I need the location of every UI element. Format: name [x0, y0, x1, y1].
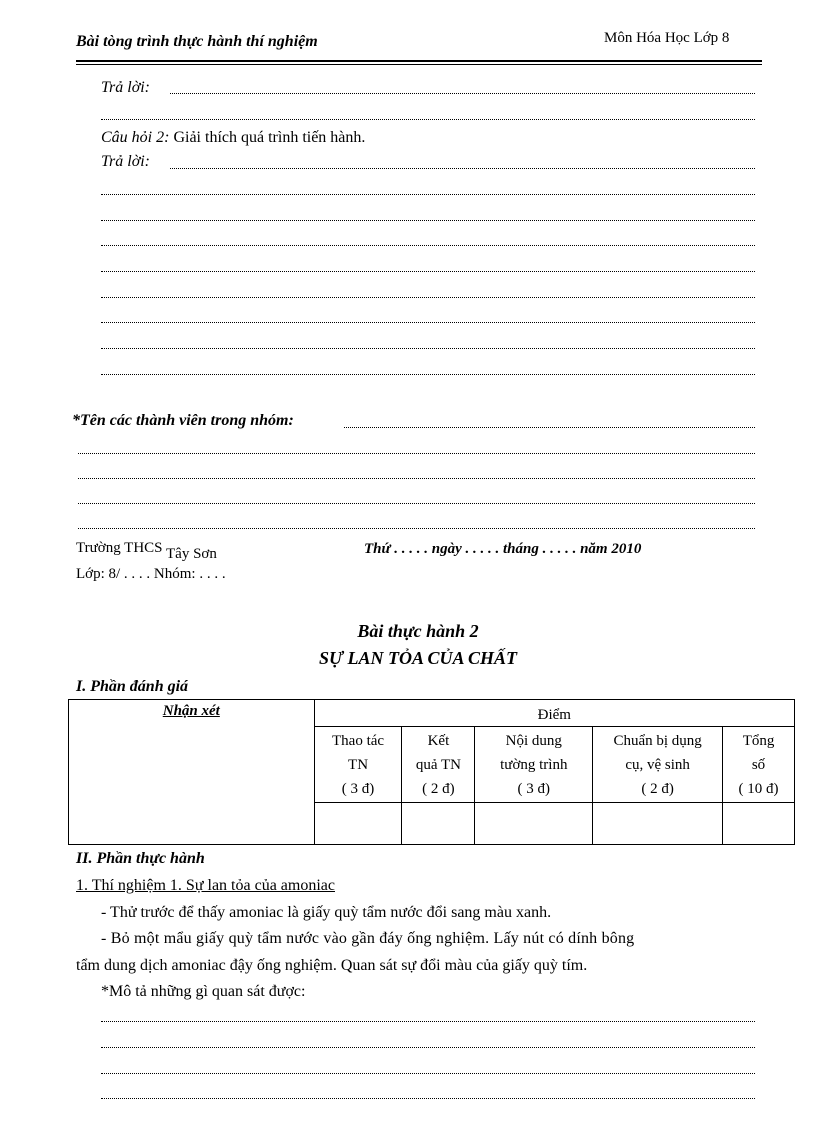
answer-line[interactable] [101, 194, 755, 195]
lab-number: Bài thực hành 2 [357, 621, 479, 641]
answer-line[interactable] [101, 297, 755, 298]
experiment1-step1: - Thử trước để thấy amoniac là giấy quỳ tẩm nước đổi sang màu xanh. [101, 904, 552, 921]
col-total-header [723, 727, 795, 803]
answer-line[interactable] [101, 245, 755, 246]
members-line[interactable] [78, 453, 755, 454]
answer-label-1: Trả lời: [101, 79, 150, 96]
col-total-points: ( 10 đ) [738, 781, 779, 797]
evaluation-table [68, 699, 795, 845]
members-line[interactable] [78, 503, 755, 504]
col-result-points: ( 2 đ) [422, 781, 455, 797]
answer-line[interactable] [101, 322, 755, 323]
comment-header: Nhận xét [162, 703, 220, 719]
col-total-line1: Tổng [742, 733, 775, 749]
experiment1-step2-line2: tẩm dung dịch amoniac đậy ống nghiệm. Quan sát sự đổi màu của giấy quỳ tím. [76, 957, 588, 974]
col-result-header [402, 727, 475, 803]
header-right-title: Môn Hóa Học Lớp 8 [604, 30, 730, 46]
score-report-cell[interactable] [475, 803, 593, 845]
col-total-line2: số [751, 757, 766, 773]
score-header-cell [314, 700, 794, 727]
score-practical-cell[interactable] [314, 803, 402, 845]
members-line[interactable] [78, 528, 755, 529]
members-label: *Tên các thành viên trong nhóm: [72, 412, 294, 429]
header-rule-thick [76, 60, 762, 62]
observe-line[interactable] [101, 1021, 755, 1022]
answer-line[interactable] [170, 168, 755, 169]
answer-line[interactable] [101, 271, 755, 272]
col-preparation-points: ( 2 đ) [641, 781, 674, 797]
col-preparation-line2: cụ, vệ sinh [625, 757, 690, 773]
practice-heading: II. Phần thực hành [76, 850, 205, 867]
col-practical-line1: Thao tác [332, 733, 385, 749]
observe-line[interactable] [101, 1047, 755, 1048]
school-prefix: Trường THCS [76, 540, 163, 556]
col-practical-points: ( 3 đ) [341, 781, 375, 797]
score-total-cell[interactable] [723, 803, 795, 845]
answer-line[interactable] [101, 348, 755, 349]
score-preparation-cell[interactable] [593, 803, 723, 845]
school-line [76, 540, 217, 562]
col-report-line1: Nội dung [505, 733, 562, 749]
question2-text: Giải thích quá trình tiến hành. [173, 129, 366, 146]
score-result-cell[interactable] [402, 803, 475, 845]
answer-line[interactable] [101, 220, 755, 221]
date-line: Thứ . . . . . ngày . . . . . tháng . . . . . năm 2010 [364, 541, 642, 557]
members-line[interactable] [344, 427, 755, 428]
answer-line[interactable] [101, 119, 755, 120]
evaluation-heading: I. Phần đánh giá [76, 678, 189, 695]
col-result-line2: quả TN [415, 757, 461, 773]
question2 [101, 129, 365, 147]
col-report-header [475, 727, 593, 803]
col-preparation-line1: Chuẩn bị dụng [613, 733, 702, 749]
col-report-line2: tường trình [500, 757, 568, 773]
lab-name: SỰ LAN TỎA CỦA CHẤT [319, 648, 517, 668]
col-practical-line2: TN [348, 757, 369, 773]
score-header: Điểm [537, 706, 571, 723]
observe-line[interactable] [101, 1098, 755, 1099]
col-report-points: ( 3 đ) [517, 781, 551, 797]
experiment1-step2-line1: - Bỏ một mẩu giấy quỳ tẩm nước vào gần đáy ống nghiệm. Lấy nút có dính bông [101, 930, 635, 947]
comment-cell [69, 700, 315, 845]
observe-line[interactable] [101, 1073, 755, 1074]
question2-label: Câu hỏi 2: [101, 129, 170, 146]
class-group-line: Lớp: 8/ . . . . Nhóm: . . . . [76, 566, 226, 582]
col-preparation-header [593, 727, 723, 803]
header-rule-thin [76, 64, 762, 65]
observe-label: *Mô tả những gì quan sát được: [101, 983, 306, 1000]
col-practical-header [314, 727, 402, 803]
school-name: Tây Sơn [166, 546, 217, 562]
experiment1-title: 1. Thí nghiệm 1. Sự lan tỏa của amoniac [76, 877, 335, 894]
answer-line[interactable] [101, 374, 755, 375]
members-line[interactable] [78, 478, 755, 479]
answer-label-2: Trả lời: [101, 153, 150, 170]
answer-line[interactable] [170, 93, 755, 94]
col-result-line1: Kết [427, 733, 450, 749]
header-left-title: Bài tòng trình thực hành thí nghiệm [76, 33, 318, 50]
